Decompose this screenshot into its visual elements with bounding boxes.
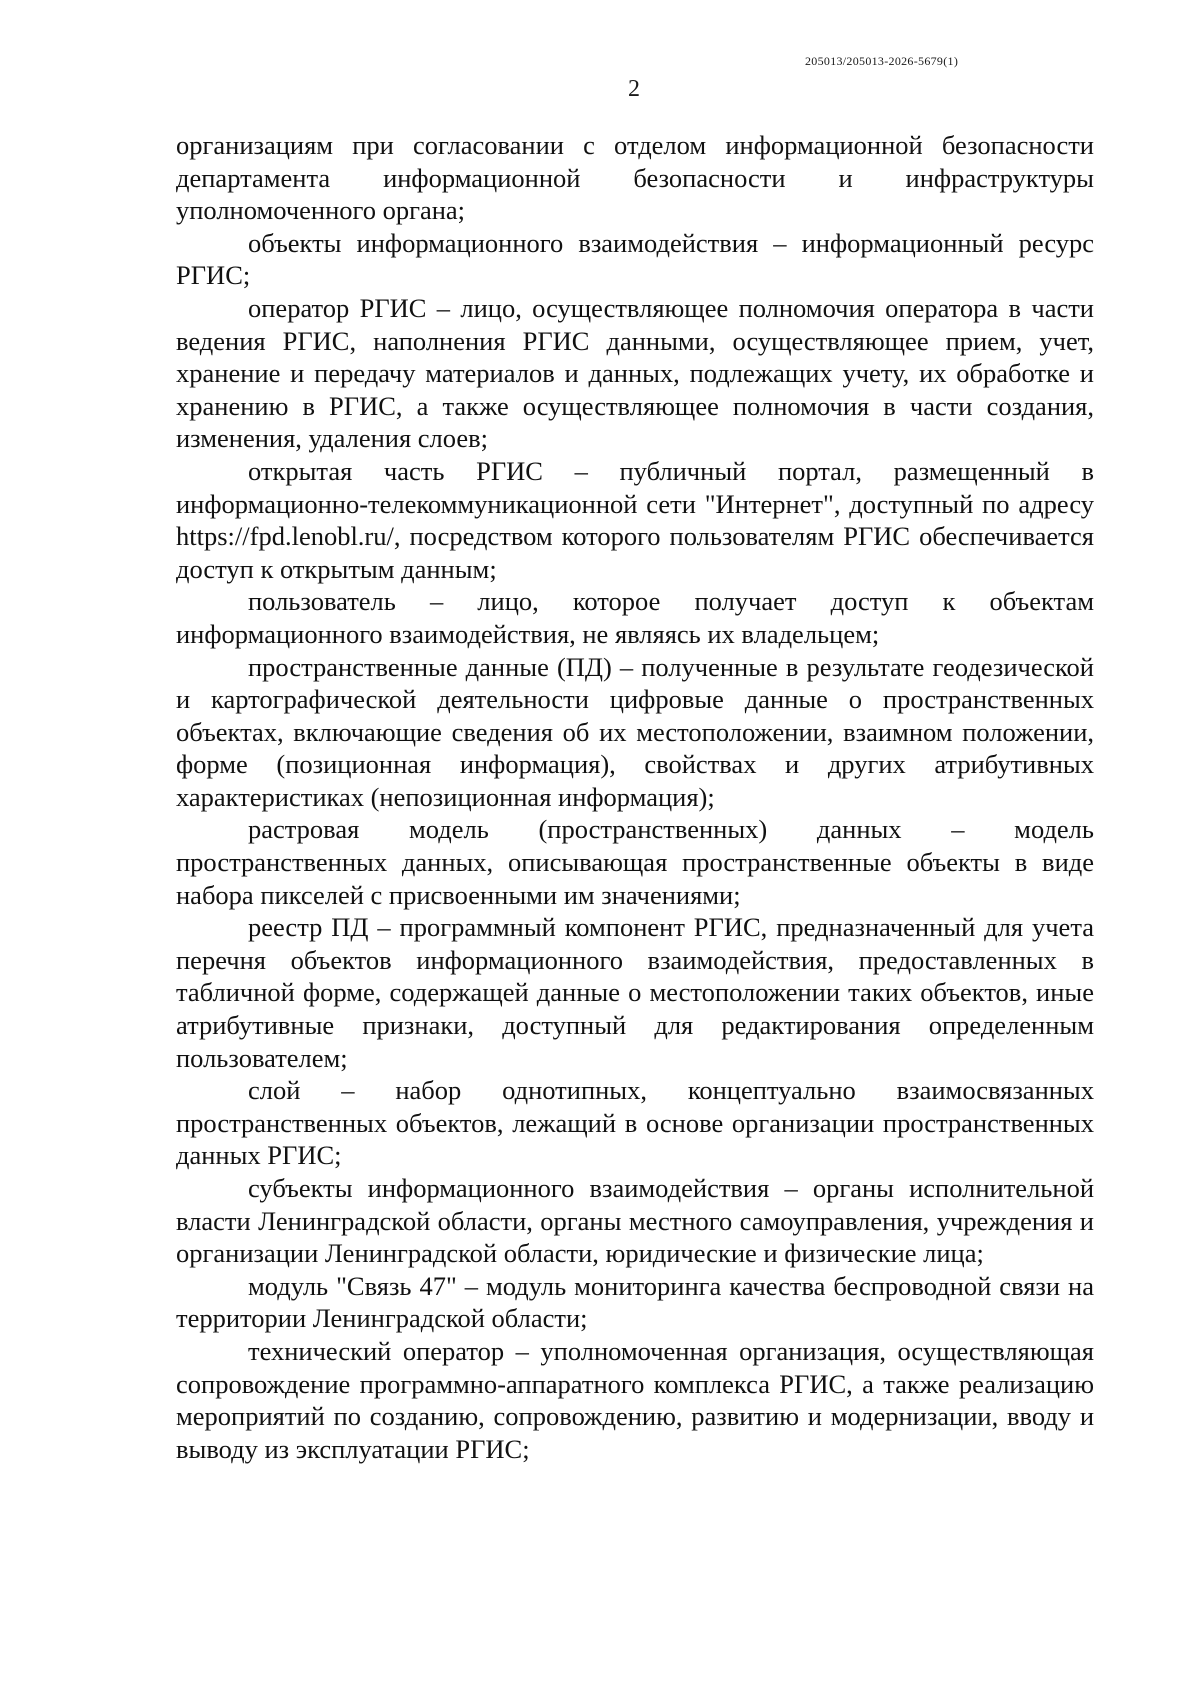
page-number: 2 xyxy=(628,76,640,102)
document-registration-code: 205013/205013-2026-5679(1) xyxy=(805,54,959,68)
definition-user: пользователь – лицо, которое получает доступ к объектам информационного взаимодействия, не являясь их владельцем; xyxy=(176,586,1094,649)
definition-registry-pd: реестр ПД – программный компонент РГИС, предназначенный для учета перечня объектов информационного взаимодействия, предоставленных в табличной форме, содержащей данные о местоположении таких объектов, иные атрибутивные признаки, доступный для редактирования определенным пользователем; xyxy=(176,912,1094,1073)
definition-open-part-rgis: открытая часть РГИС – публичный портал, размещенный в информационно-телекоммуникационной сети "Интернет", доступный по адресу https://fpd.lenobl.ru/, посредством которого пользователям РГИС обеспечивается доступ к открытым данным; xyxy=(176,455,1094,584)
definition-subjects-interaction: субъекты информационного взаимодействия – органы исполнительной власти Ленинградской области, органы местного самоуправления, учреждения и организации Ленинградской области, юридические и физические лица; xyxy=(176,1173,1094,1269)
definition-raster-model: растровая модель (пространственных) данных – модель пространственных данных, описывающая пространственные объекты в виде набора пикселей с присвоенными им значениями; xyxy=(176,814,1094,910)
definition-technical-operator: технический оператор – уполномоченная организация, осуществляющая сопровождение программно-аппаратного комплекса РГИС, а также реализацию мероприятий по созданию, сопровождению, развитию и модернизации, вводу и выводу из эксплуатации РГИС; xyxy=(176,1335,1094,1464)
definition-operator-rgis: оператор РГИС – лицо, осуществляющее полномочия оператора в части ведения РГИС, наполнения РГИС данными, осуществляющее прием, учет, хранение и передачу материалов и данных, подлежащих учету, их обработке и хранению в РГИС, а также осуществляющее полномочия в части создания, изменения, удаления слоев; xyxy=(176,292,1094,454)
paragraph-continuation: организациям при согласовании с отделом информационной безопасности департамента информационной безопасности и инфраструктуры уполномоченного органа; xyxy=(176,130,1094,226)
definition-spatial-data: пространственные данные (ПД) – полученные в результате геодезической и картографической деятельности цифровые данные о пространственных объектах, включающие сведения об их местоположении, взаимном положении, форме (позиционная информация), свойствах и других атрибутивных характеристиках (непозиционная информация); xyxy=(176,651,1094,812)
definition-layer: слой – набор однотипных, концептуально взаимосвязанных пространственных объектов, лежащий в основе организации пространственных данных РГИС; xyxy=(176,1075,1094,1171)
document-body xyxy=(176,129,1094,1465)
definition-module-svyaz-47: модуль "Связь 47" – модуль мониторинга качества беспроводной связи на территории Ленинградской области; xyxy=(176,1270,1094,1334)
definition-objects-interaction: объекты информационного взаимодействия – информационный ресурс РГИС; xyxy=(176,227,1094,291)
